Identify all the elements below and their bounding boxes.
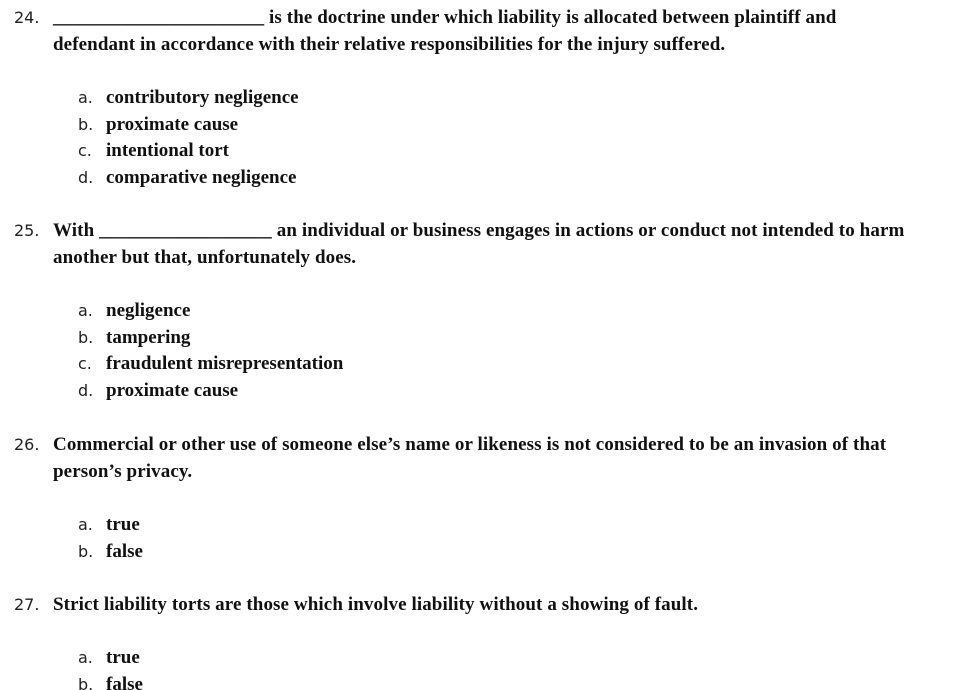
option-text: false xyxy=(106,673,143,690)
option-text: comparative negligence xyxy=(106,167,297,189)
option-a[interactable] xyxy=(0,298,958,325)
option-letter: d. xyxy=(78,168,94,188)
question-text: Strict liability torts are those which involve liability without a showing of fault. xyxy=(53,594,699,615)
option-text: fraudulent misrepresentation xyxy=(106,353,344,375)
question-number: 26. xyxy=(14,435,40,454)
option-text: tampering xyxy=(106,326,191,348)
option-text: contributory negligence xyxy=(106,87,299,108)
option-c[interactable] xyxy=(0,138,958,165)
option-a[interactable] xyxy=(0,85,958,112)
option-text: true xyxy=(106,647,140,668)
question-25-options xyxy=(0,298,958,405)
option-letter: c. xyxy=(78,354,92,374)
option-letter: b. xyxy=(78,674,94,690)
option-c[interactable] xyxy=(0,351,958,378)
question-24-options xyxy=(0,85,958,192)
option-letter: d. xyxy=(78,381,94,401)
option-text: negligence xyxy=(106,300,191,321)
option-text: proximate cause xyxy=(106,113,239,135)
option-letter: a. xyxy=(78,648,93,667)
option-letter: a. xyxy=(78,88,93,107)
question-text: Commercial or other use of someone else’s name or likeness is not considered to be an invasion of that person’s privacy. xyxy=(53,434,887,482)
option-letter: b. xyxy=(78,541,94,561)
option-text: proximate cause xyxy=(106,380,239,402)
option-text: true xyxy=(106,514,140,535)
option-text: intentional tort xyxy=(106,140,229,162)
question-text: ______________________ is the doctrine under which liability is allocated between plaintiff and defendant in accordance with their relative responsibilities for the injury suffered. xyxy=(53,7,837,55)
option-letter: a. xyxy=(78,515,93,534)
option-a[interactable] xyxy=(0,645,958,672)
question-27-options xyxy=(0,645,958,690)
option-d[interactable] xyxy=(0,378,958,405)
option-d[interactable] xyxy=(0,165,958,192)
option-letter: c. xyxy=(78,141,92,161)
question-number: 24. xyxy=(14,8,40,27)
option-letter: a. xyxy=(78,301,93,320)
option-b[interactable] xyxy=(0,325,958,352)
option-a[interactable] xyxy=(0,512,958,539)
option-b[interactable] xyxy=(0,672,958,690)
question-26-options xyxy=(0,512,958,565)
question-text: With __________________ an individual or business engages in actions or conduct not intended to harm another but that, unfortunately does. xyxy=(53,220,905,268)
option-text: false xyxy=(106,540,143,562)
option-b[interactable] xyxy=(0,539,958,566)
question-number: 27. xyxy=(14,595,40,614)
question-number: 25. xyxy=(14,221,40,240)
option-b[interactable] xyxy=(0,112,958,139)
option-letter: b. xyxy=(78,327,94,347)
option-letter: b. xyxy=(78,114,94,134)
